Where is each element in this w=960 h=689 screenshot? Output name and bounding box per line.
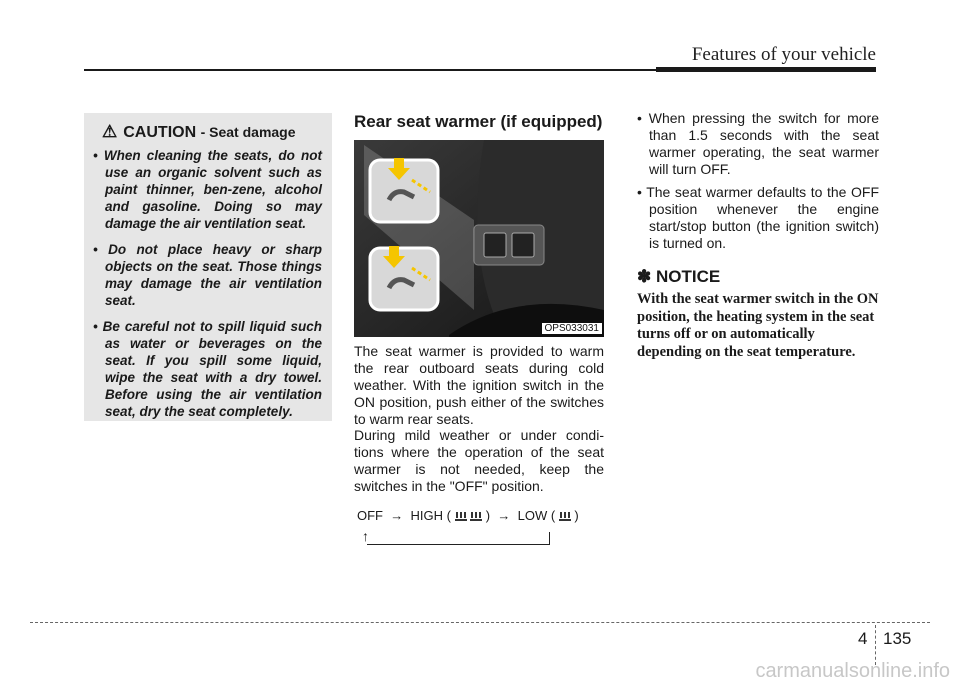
heat-low-icon bbox=[559, 512, 571, 522]
caution-item: • When cleaning the seats, do not use an organic solvent such as paint thinner, ben-zene, alcohol and gasoline. Doing so may damage the air ventilation seat. bbox=[93, 148, 322, 231]
seq-low: LOW ( bbox=[517, 508, 556, 523]
seat-warmer-switch-photo bbox=[354, 140, 604, 337]
right-bullet-list bbox=[637, 110, 879, 258]
paragraph: The seat warmer is provided to warm the rear outboard seats during cold weather. With the ignition switch in the ON position, push either of the switches to warm rear seats. bbox=[354, 343, 604, 427]
section-title: Features of your vehicle bbox=[691, 44, 876, 65]
footer-separator bbox=[875, 625, 876, 665]
caution-title: CAUTION bbox=[123, 124, 197, 141]
heat-high-icon bbox=[470, 512, 482, 522]
caution-item: • Be careful not to spill liquid such as water or beverages on the seat. If you spill some liquid, wipe the seat with a dry towel. Before using the air ventilation seat, dry the seat completely. bbox=[93, 319, 322, 419]
notice-body: With the seat warmer switch in the ON position, the heating system in the seat turns off or on automatically depending on the seat temperature. bbox=[637, 291, 879, 360]
photo-illustration bbox=[354, 140, 604, 337]
image-code: OPS033031 bbox=[542, 323, 603, 334]
caution-heading bbox=[102, 122, 296, 142]
caution-subtitle: - Seat damage bbox=[200, 124, 296, 140]
list-item: • When pressing the switch for more than 1.5 seconds with the seat warmer operating, the seat warmer will turn OFF. bbox=[637, 110, 880, 177]
caution-box bbox=[84, 113, 332, 421]
seq-off: OFF bbox=[357, 508, 383, 523]
heat-high-icon bbox=[455, 512, 467, 522]
seq-arrow: → bbox=[390, 508, 404, 523]
sequence-return-arrow: ↑ bbox=[362, 528, 369, 544]
chapter-number: 4 bbox=[858, 629, 868, 648]
footer-rule bbox=[30, 622, 930, 623]
watermark: carmanualsonline.info bbox=[755, 660, 950, 682]
paragraph: During mild weather or under condi-tions where the operation of the seat warmer is not needed, keep the switches in the "OFF" position. bbox=[354, 427, 604, 494]
section-heading: Rear seat warmer (if equipped) bbox=[354, 112, 603, 131]
list-item: • The seat warmer defaults to the OFF position whenever the engine start/stop button (the ignition switch) is turned on. bbox=[637, 184, 879, 251]
seq-arrow: → bbox=[497, 508, 511, 523]
caution-list bbox=[93, 147, 322, 429]
warning-triangle-icon: ⚠ bbox=[102, 122, 118, 141]
seq-close: ) bbox=[485, 508, 491, 523]
header-rule-accent bbox=[656, 67, 876, 72]
sequence-loop-line bbox=[367, 532, 550, 545]
seq-high: HIGH ( bbox=[410, 508, 451, 523]
page-number: 135 bbox=[883, 629, 912, 648]
operation-sequence bbox=[357, 508, 579, 523]
seq-close: ) bbox=[574, 508, 579, 523]
caution-item: • Do not place heavy or sharp objects on the seat. Those things may damage the air ventilation seat. bbox=[93, 242, 322, 308]
notice-heading: ✽ NOTICE bbox=[637, 267, 721, 286]
